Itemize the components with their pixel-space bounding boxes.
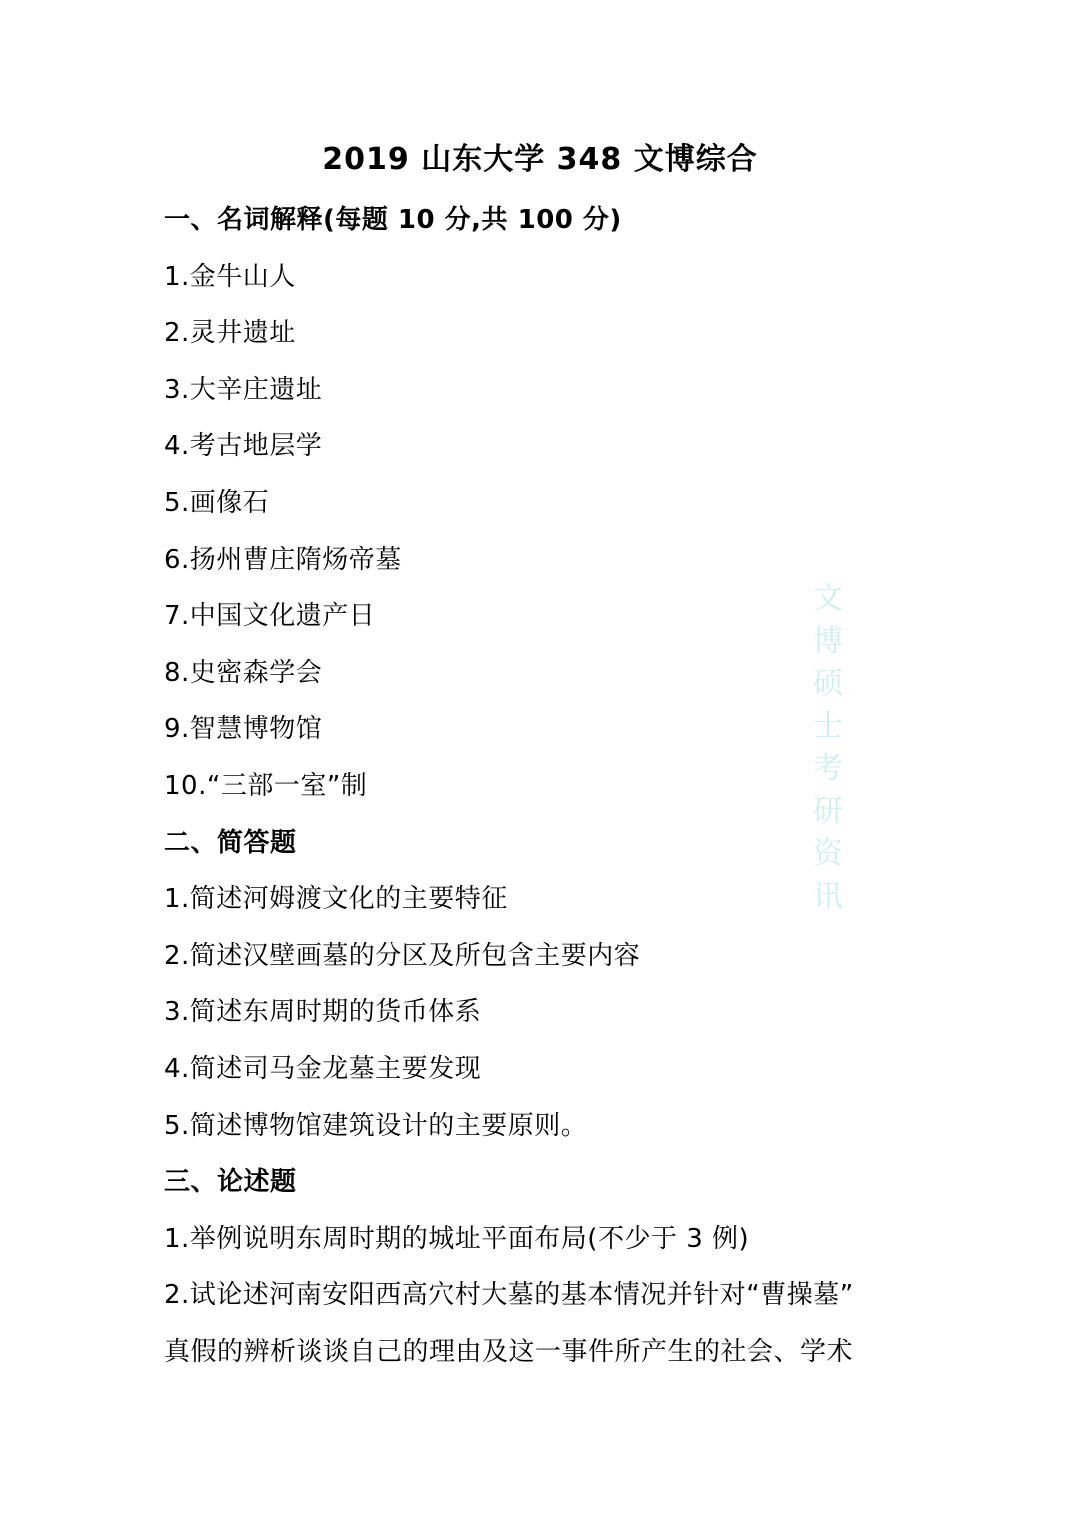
watermark-char: 讯 — [813, 878, 843, 914]
list-item: 1.举例说明东周时期的城址平面布局(不少于 3 例) — [164, 1223, 750, 1254]
watermark-char: 资 — [813, 836, 843, 871]
watermark-char: 博 — [813, 623, 843, 659]
watermark-char: 文 — [813, 581, 843, 616]
list-item: 4.考古地层学 — [164, 431, 323, 462]
list-item: 3.大辛庄遗址 — [164, 374, 323, 405]
list-item: 5.简述博物馆建筑设计的主要原则。 — [164, 1110, 588, 1141]
list-item: 3.简述东周时期的货币体系 — [164, 997, 482, 1028]
list-item: 10.“三部一室”制 — [164, 770, 368, 801]
watermark-char: 研 — [813, 793, 843, 829]
list-item: 2.试论述河南安阳西高穴村大墓的基本情况并针对“曹操墓” — [164, 1280, 854, 1311]
list-item: 5.画像石 — [164, 487, 270, 518]
watermark-char: 士 — [813, 708, 843, 744]
section-heading-essay: 三、论述题 — [164, 1167, 297, 1198]
list-item: 1.简述河姆渡文化的主要特征 — [164, 884, 508, 915]
list-item: 2.灵井遗址 — [164, 318, 296, 349]
list-item: 7.中国文化遗产日 — [164, 601, 376, 632]
list-item: 6.扬州曹庄隋炀帝墓 — [164, 544, 402, 575]
watermark-char: 硕 — [813, 666, 843, 701]
watermark — [808, 578, 848, 918]
list-item: 1.金牛山人 — [164, 261, 296, 292]
list-item-continuation: 真假的辨析谈谈自己的理由及这一事件所产生的社会、学术 — [164, 1336, 854, 1367]
list-item: 8.史密森学会 — [164, 657, 323, 688]
section-heading-terms: 一、名词解释(每题 10 分,共 100 分) — [164, 205, 622, 235]
document-title: 2019 山东大学 348 文博综合 — [322, 142, 758, 177]
watermark-char: 考 — [813, 751, 843, 786]
list-item: 4.简述司马金龙墓主要发现 — [164, 1053, 482, 1084]
list-item: 9.智慧博物馆 — [164, 714, 323, 745]
list-item: 2.简述汉壁画墓的分区及所包含主要内容 — [164, 940, 641, 971]
section-heading-short-answer: 二、简答题 — [164, 827, 297, 858]
